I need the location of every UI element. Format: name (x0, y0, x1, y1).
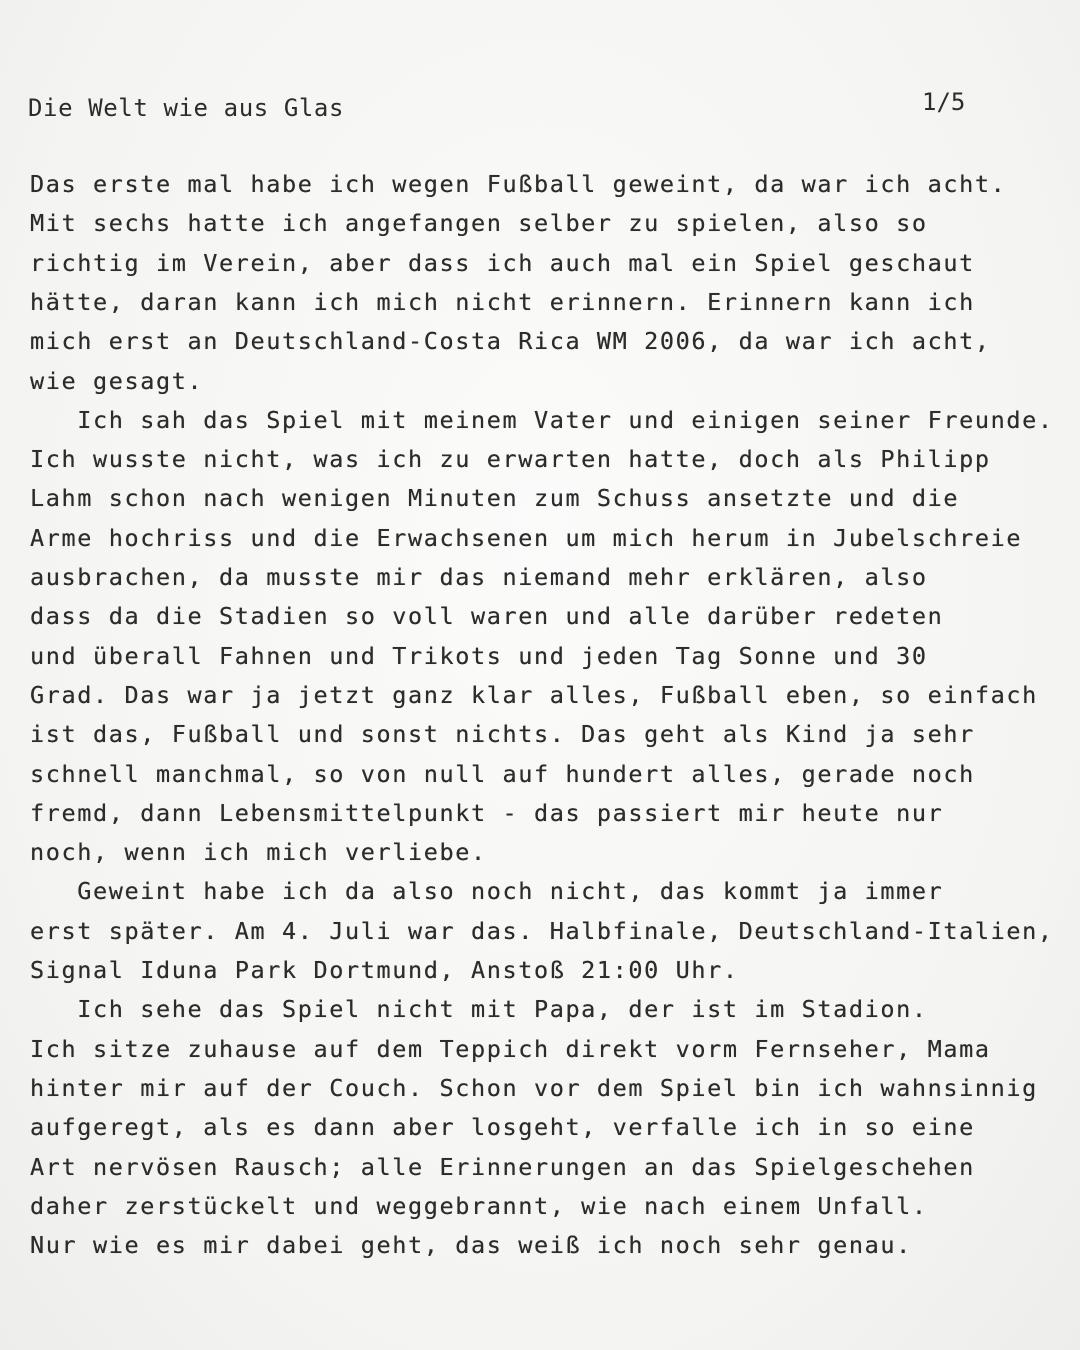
text-line: Signal Iduna Park Dortmund, Anstoß 21:00 Uhr. (30, 956, 739, 984)
text-line: Mit sechs hatte ich angefangen selber zu spielen, also so (30, 209, 928, 238)
text-line: Grad. Das war ja jetzt ganz klar alles, Fußball eben, so einfach (30, 680, 1038, 709)
page-number: 1/5 (922, 88, 966, 116)
text-line: hinter mir auf der Couch. Schon vor dem Spiel bin ich wahnsinnig (30, 1073, 1038, 1102)
text-line: Das erste mal habe ich wegen Fußball geweint, da war ich acht. (30, 170, 1007, 198)
text-line: richtig im Verein, aber dass ich auch mal ein Spiel geschaut (30, 248, 975, 277)
text-line: Geweint habe ich da also noch nicht, das kommt ja immer (30, 877, 944, 906)
text-line: ist das, Fußball und sonst nichts. Das geht als Kind ja sehr (30, 720, 975, 749)
text-line: noch, wenn ich mich verliebe. (30, 838, 487, 867)
text-line: Ich sitze zuhause auf dem Teppich direkt vorm Fernseher, Mama (30, 1034, 991, 1063)
text-line: Ich wusste nicht, was ich zu erwarten hatte, doch als Philipp (30, 445, 991, 474)
page-title: Die Welt wie aus Glas (28, 94, 345, 122)
text-line: Lahm schon nach wenigen Minuten zum Schuss ansetzte und die (30, 484, 960, 513)
text-line: Nur wie es mir dabei geht, das weiß ich noch sehr genau. (30, 1231, 912, 1260)
text-line: aufgeregt, als es dann aber losgeht, verfalle ich in so eine (30, 1113, 975, 1142)
text-line: und überall Fahnen und Trikots und jeden Tag Sonne und 30 (30, 641, 928, 670)
text-line: hätte, daran kann ich mich nicht erinnern. Erinnern kann ich (30, 287, 975, 316)
text-line: dass da die Stadien so voll waren und alle darüber redeten (30, 602, 944, 631)
text-line: schnell manchmal, so von null auf hundert alles, gerade noch (30, 759, 975, 788)
text-line: Ich sah das Spiel mit meinem Vater und einigen seiner Freunde. (30, 405, 1054, 434)
text-line: daher zerstückelt und weggebrannt, wie nach einem Unfall. (30, 1191, 928, 1220)
text-line: wie gesagt. (30, 366, 204, 395)
text-line: erst später. Am 4. Juli war das. Halbfinale, Deutschland-Italien, (30, 916, 1054, 945)
text-line: ausbrachen, da musste mir das niemand mehr erklären, also (30, 563, 928, 591)
text-line: Ich sehe das Spiel nicht mit Papa, der ist im Stadion. (30, 995, 928, 1024)
text-line: mich erst an Deutschland-Costa Rica WM 2006, da war ich acht, (30, 327, 991, 356)
text-line: fremd, dann Lebensmittelpunkt - das passiert mir heute nur (30, 798, 944, 827)
text-line: Arme hochriss und die Erwachsenen um mich herum in Jubelschreie (30, 523, 1023, 552)
text-line: Art nervösen Rausch; alle Erinnerungen an das Spielgeschehen (30, 1152, 975, 1181)
